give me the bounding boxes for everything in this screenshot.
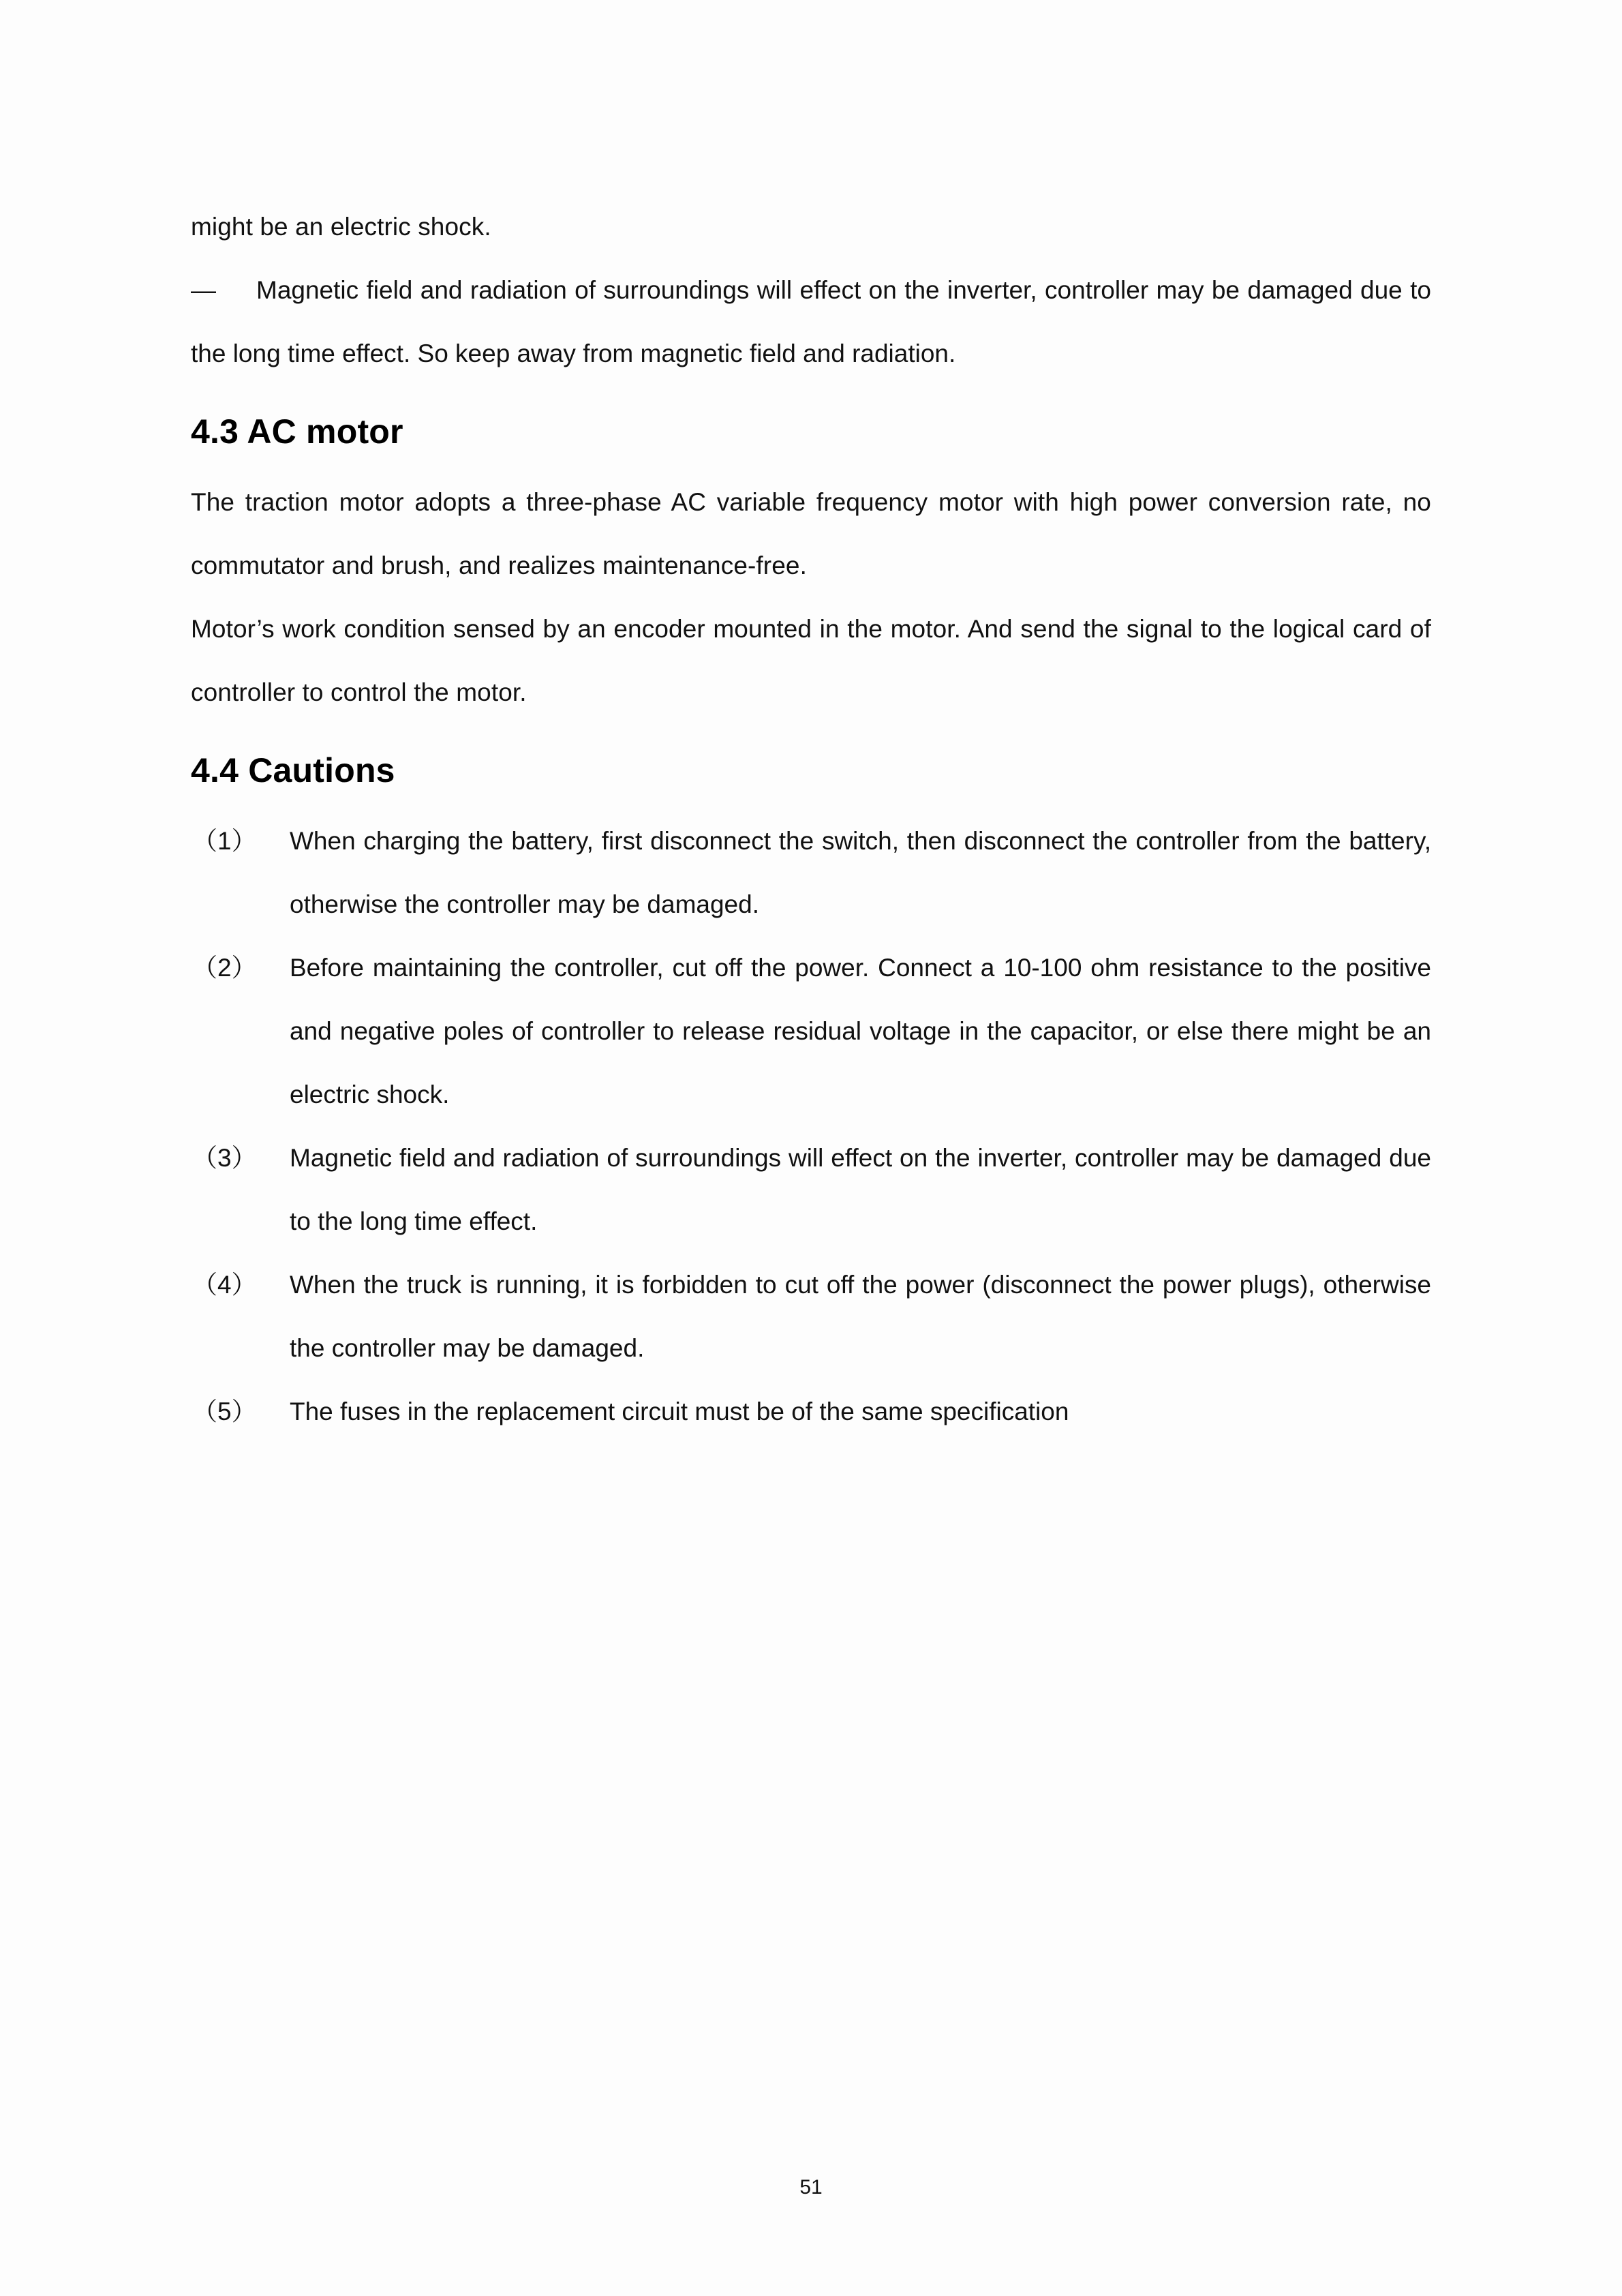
- section-4-3-paragraph-1: The traction motor adopts a three-phase AC variable frequency motor with high power conversion rate, no commutator and brush, and realizes maintenance-free.: [191, 488, 1431, 579]
- continued-paragraph: might be an electric shock.: [191, 213, 491, 241]
- list-item-text: Magnetic field and radiation of surroundings will effect on the inverter, controller may be damaged due to the long time effect.: [290, 1144, 1431, 1235]
- list-item-marker: （3）: [192, 1144, 257, 1172]
- list-item: [191, 1126, 1431, 1253]
- dash-bullet-text: Magnetic field and radiation of surroundings will effect on the inverter, controller may be damaged due to the long time effect. So keep away from magnetic field and radiation.: [191, 276, 1431, 367]
- page-content: [191, 195, 1431, 1443]
- list-item: [191, 1380, 1431, 1443]
- list-item: [191, 1253, 1431, 1380]
- em-dash-marker: —: [191, 276, 216, 304]
- page-number: 51: [799, 2176, 823, 2199]
- list-item-text: When charging the battery, first disconnect the switch, then disconnect the controller from the battery, otherwise the controller may be damaged.: [290, 827, 1431, 918]
- section-heading-4-4: 4.4 Cautions: [191, 751, 395, 789]
- list-item-marker: （5）: [192, 1398, 257, 1425]
- list-item: [191, 809, 1431, 936]
- section-heading-4-3: 4.3 AC motor: [191, 412, 403, 451]
- section-4-3-paragraph-2: Motor’s work condition sensed by an encoder mounted in the motor. And send the signal to the logical card of controller to control the motor.: [191, 615, 1431, 706]
- list-item-marker: （4）: [192, 1271, 257, 1299]
- list-item-marker: （2）: [192, 954, 257, 982]
- list-item: [191, 936, 1431, 1126]
- list-item-text: When the truck is running, it is forbidden to cut off the power (disconnect the power plugs), otherwise the controller may be damaged.: [290, 1271, 1431, 1362]
- dash-bullet-paragraph: [191, 258, 1431, 385]
- cautions-list: [191, 809, 1431, 1443]
- list-item-text: Before maintaining the controller, cut off the power. Connect a 10-100 ohm resistance to the positive and negative poles of controller to release residual voltage in the capacitor, or else there might be an electric shock.: [290, 954, 1431, 1108]
- list-item-text: The fuses in the replacement circuit must be of the same specification: [290, 1398, 1069, 1425]
- list-item-marker: （1）: [192, 827, 257, 855]
